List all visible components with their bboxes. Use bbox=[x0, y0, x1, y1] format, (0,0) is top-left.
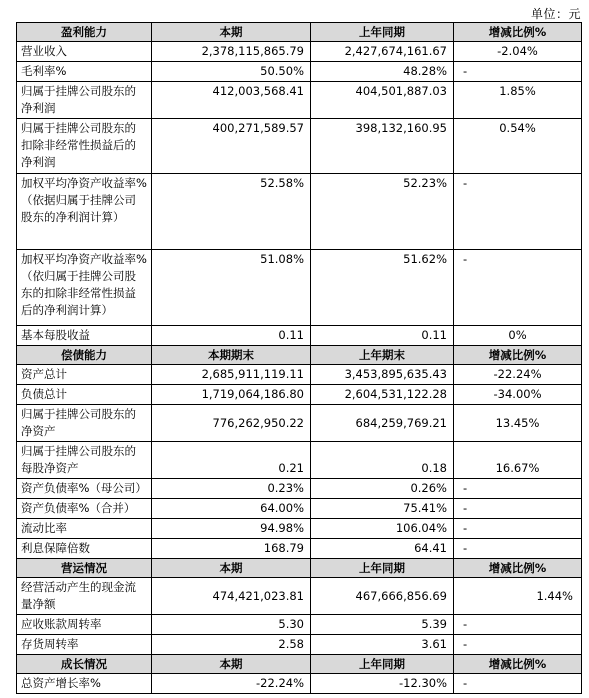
row-label: 资产总计 bbox=[17, 365, 152, 385]
table-row bbox=[17, 442, 582, 479]
prior-value: 2,604,531,122.28 bbox=[311, 385, 454, 405]
table-row bbox=[17, 479, 582, 499]
change-value: - bbox=[454, 479, 582, 499]
table-row bbox=[17, 385, 582, 405]
change-value: - bbox=[454, 539, 582, 559]
prior-value: 0.18 bbox=[311, 442, 454, 479]
current-value: 50.50% bbox=[152, 62, 311, 82]
unit-label: 单位：元 bbox=[530, 7, 581, 21]
row-label: 营业收入 bbox=[17, 42, 152, 62]
row-label: 资产负债率%（合并） bbox=[17, 499, 152, 519]
row-label: 存货周转率 bbox=[17, 635, 152, 655]
row-label: 流动比率 bbox=[17, 519, 152, 539]
financial-indicators-table bbox=[16, 22, 582, 694]
current-value: 64.00% bbox=[152, 499, 311, 519]
header-cell: 增减比例% bbox=[454, 346, 582, 365]
prior-value: 5.39 bbox=[311, 615, 454, 635]
current-value: 51.08% bbox=[152, 250, 311, 326]
row-label: 总资产增长率% bbox=[17, 674, 152, 694]
current-value: 474,421,023.81 bbox=[152, 578, 311, 615]
prior-value: 48.28% bbox=[311, 62, 454, 82]
prior-value: 684,259,769.21 bbox=[311, 405, 454, 442]
prior-value: 404,501,887.03 bbox=[311, 82, 454, 119]
table-row bbox=[17, 365, 582, 385]
row-label: 资产负债率%（母公司） bbox=[17, 479, 152, 499]
prior-value: -12.30% bbox=[311, 674, 454, 694]
header-cell: 偿债能力 bbox=[17, 346, 152, 365]
current-value: 168.79 bbox=[152, 539, 311, 559]
change-value: 0% bbox=[454, 326, 582, 346]
header-cell: 上年同期 bbox=[311, 23, 454, 42]
current-value: 400,271,589.57 bbox=[152, 119, 311, 174]
header-cell: 本期 bbox=[152, 23, 311, 42]
current-value: 2,378,115,865.79 bbox=[152, 42, 311, 62]
change-value: -22.24% bbox=[454, 365, 582, 385]
table-row bbox=[17, 405, 582, 442]
header-cell: 增减比例% bbox=[454, 559, 582, 578]
change-value: 1.85% bbox=[454, 82, 582, 119]
header-cell: 本期 bbox=[152, 655, 311, 674]
header-cell: 营运情况 bbox=[17, 559, 152, 578]
header-cell: 增减比例% bbox=[454, 23, 582, 42]
prior-value: 0.11 bbox=[311, 326, 454, 346]
table-row bbox=[17, 82, 582, 119]
row-label: 毛利率% bbox=[17, 62, 152, 82]
change-value: -34.00% bbox=[454, 385, 582, 405]
prior-value: 2,427,674,161.67 bbox=[311, 42, 454, 62]
current-value: -22.24% bbox=[152, 674, 311, 694]
section-header-operations bbox=[17, 559, 582, 578]
current-value: 776,262,950.22 bbox=[152, 405, 311, 442]
table-row bbox=[17, 578, 582, 615]
table-row bbox=[17, 539, 582, 559]
prior-value: 3.61 bbox=[311, 635, 454, 655]
current-value: 0.23% bbox=[152, 479, 311, 499]
row-label: 加权平均净资产收益率%（依据归属于挂牌公司股东的净利润计算） bbox=[17, 174, 152, 250]
header-cell: 上年期末 bbox=[311, 346, 454, 365]
change-value: - bbox=[454, 519, 582, 539]
prior-value: 0.26% bbox=[311, 479, 454, 499]
table-row bbox=[17, 119, 582, 174]
header-cell: 上年同期 bbox=[311, 655, 454, 674]
row-label: 加权平均净资产收益率%（依归属于挂牌公司股东的扣除非经常性损益后的净利润计算） bbox=[17, 250, 152, 326]
section-header-growth bbox=[17, 655, 582, 674]
prior-value: 64.41 bbox=[311, 539, 454, 559]
current-value: 2,685,911,119.11 bbox=[152, 365, 311, 385]
current-value: 2.58 bbox=[152, 635, 311, 655]
current-value: 94.98% bbox=[152, 519, 311, 539]
table-row bbox=[17, 499, 582, 519]
prior-value: 52.23% bbox=[311, 174, 454, 250]
header-cell: 本期 bbox=[152, 559, 311, 578]
prior-value: 467,666,856.69 bbox=[311, 578, 454, 615]
row-label: 经营活动产生的现金流量净额 bbox=[17, 578, 152, 615]
row-label: 基本每股收益 bbox=[17, 326, 152, 346]
change-value: -2.04% bbox=[454, 42, 582, 62]
table-row bbox=[17, 42, 582, 62]
table-row bbox=[17, 250, 582, 326]
header-cell: 盈利能力 bbox=[17, 23, 152, 42]
current-value: 52.58% bbox=[152, 174, 311, 250]
section-header-profitability bbox=[17, 23, 582, 42]
table-row bbox=[17, 635, 582, 655]
change-value: - bbox=[454, 615, 582, 635]
section-header-solvency bbox=[17, 346, 582, 365]
row-label: 利息保障倍数 bbox=[17, 539, 152, 559]
prior-value: 398,132,160.95 bbox=[311, 119, 454, 174]
row-label: 归属于挂牌公司股东的净利润 bbox=[17, 82, 152, 119]
change-value: - bbox=[454, 250, 582, 326]
table-row bbox=[17, 615, 582, 635]
row-label: 负债总计 bbox=[17, 385, 152, 405]
table-row bbox=[17, 174, 582, 250]
change-value: - bbox=[454, 674, 582, 694]
prior-value: 75.41% bbox=[311, 499, 454, 519]
change-value: - bbox=[454, 499, 582, 519]
header-cell: 成长情况 bbox=[17, 655, 152, 674]
prior-value: 51.62% bbox=[311, 250, 454, 326]
row-label: 归属于挂牌公司股东的净资产 bbox=[17, 405, 152, 442]
header-cell: 增减比例% bbox=[454, 655, 582, 674]
prior-value: 3,453,895,635.43 bbox=[311, 365, 454, 385]
change-value: - bbox=[454, 174, 582, 250]
row-label: 归属于挂牌公司股东的扣除非经常性损益后的净利润 bbox=[17, 119, 152, 174]
current-value: 5.30 bbox=[152, 615, 311, 635]
table-row bbox=[17, 326, 582, 346]
current-value: 412,003,568.41 bbox=[152, 82, 311, 119]
row-label: 归属于挂牌公司股东的每股净资产 bbox=[17, 442, 152, 479]
table-row bbox=[17, 674, 582, 694]
header-cell: 本期期末 bbox=[152, 346, 311, 365]
prior-value: 106.04% bbox=[311, 519, 454, 539]
table-row bbox=[17, 519, 582, 539]
change-value: - bbox=[454, 62, 582, 82]
current-value: 0.21 bbox=[152, 442, 311, 479]
current-value: 0.11 bbox=[152, 326, 311, 346]
table-row bbox=[17, 62, 582, 82]
change-value: - bbox=[454, 635, 582, 655]
current-value: 1,719,064,186.80 bbox=[152, 385, 311, 405]
row-label: 应收账款周转率 bbox=[17, 615, 152, 635]
change-value: 1.44% bbox=[454, 578, 582, 615]
change-value: 16.67% bbox=[454, 442, 582, 479]
change-value: 0.54% bbox=[454, 119, 582, 174]
change-value: 13.45% bbox=[454, 405, 582, 442]
header-cell: 上年同期 bbox=[311, 559, 454, 578]
